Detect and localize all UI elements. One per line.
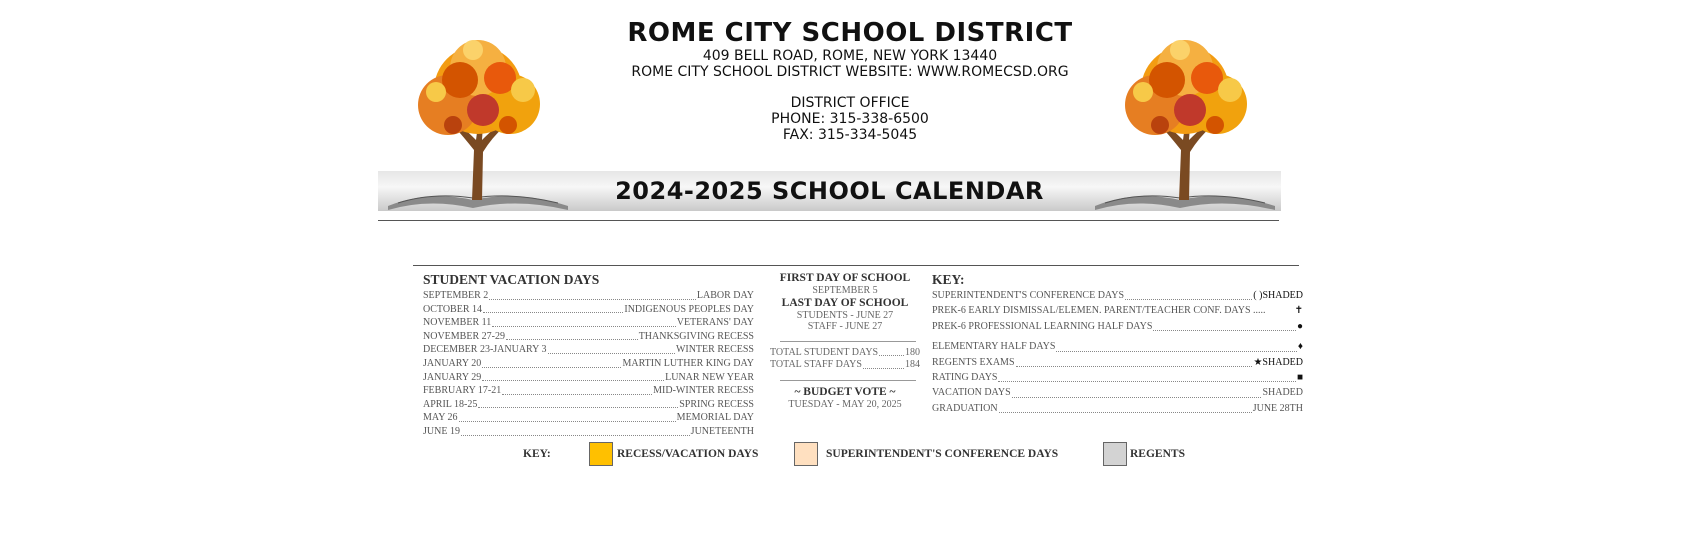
key-value: SHADED bbox=[1262, 387, 1303, 399]
vacation-date: NOVEMBER 27-29 bbox=[423, 330, 505, 342]
list-item bbox=[423, 398, 754, 412]
vacation-name: JUNETEENTH bbox=[690, 425, 754, 437]
color-legend bbox=[0, 442, 1700, 468]
vacation-name: MID-WINTER RECESS bbox=[653, 385, 754, 397]
vacation-date: JANUARY 29 bbox=[423, 371, 482, 383]
list-item bbox=[423, 384, 754, 398]
cross-icon: ✝ bbox=[1294, 305, 1303, 317]
list-item bbox=[423, 357, 754, 371]
key-label: REGENTS EXAMS bbox=[932, 356, 1015, 368]
section-divider bbox=[413, 265, 1299, 266]
key-heading: KEY: bbox=[932, 272, 965, 287]
key-label: SUPERINTENDENT'S CONFERENCE DAYS bbox=[932, 290, 1125, 301]
list-item bbox=[423, 371, 754, 385]
key-section bbox=[932, 272, 1303, 416]
district-phone: PHONE: 315-338-6500 bbox=[771, 111, 929, 127]
legend-regents-label: REGENTS bbox=[1130, 448, 1185, 460]
vacation-date: DECEMBER 23-JANUARY 3 bbox=[423, 344, 547, 356]
legend-conference-label: SUPERINTENDENT'S CONFERENCE DAYS bbox=[826, 448, 1059, 460]
vacation-name: THANKSGIVING RECESS bbox=[638, 330, 754, 342]
list-item bbox=[932, 401, 1303, 416]
vacation-date: MAY 26 bbox=[423, 412, 458, 424]
vacation-date: OCTOBER 14 bbox=[423, 303, 482, 315]
total-staff-label: TOTAL STAFF DAYS bbox=[770, 359, 862, 370]
vacation-name: VETERANS' DAY bbox=[676, 317, 754, 329]
vacation-date: JUNE 19 bbox=[423, 425, 460, 437]
budget-vote-label: ~ BUDGET VOTE ~ bbox=[794, 385, 896, 398]
last-day-staff: STAFF - JUNE 27 bbox=[807, 321, 883, 332]
list-item bbox=[932, 370, 1303, 385]
vacation-name: MEMORIAL DAY bbox=[676, 412, 754, 424]
square-icon: ■ bbox=[1296, 372, 1303, 384]
autumn-tree-right-icon bbox=[1085, 30, 1285, 212]
vacation-name: INDIGENOUS PEOPLES DAY bbox=[624, 303, 754, 315]
vacation-name: MARTIN LUTHER KING DAY bbox=[622, 357, 754, 369]
key-value: ( )SHADED bbox=[1253, 290, 1303, 301]
list-item bbox=[932, 385, 1303, 400]
autumn-tree-left-icon bbox=[378, 30, 578, 212]
total-staff-days bbox=[770, 359, 920, 372]
vacation-heading: STUDENT VACATION DAYS bbox=[423, 272, 600, 287]
last-day-label: LAST DAY OF SCHOOL bbox=[781, 296, 909, 309]
dot-icon: ● bbox=[1296, 320, 1303, 332]
calendar-title: 2024-2025 SCHOOL CALENDAR bbox=[615, 177, 1044, 205]
mid-divider bbox=[780, 380, 916, 381]
budget-vote-date: TUESDAY - MAY 20, 2025 bbox=[788, 398, 902, 410]
list-item bbox=[423, 425, 754, 439]
school-days-section bbox=[770, 272, 920, 410]
banner-divider bbox=[378, 220, 1279, 221]
mid-divider bbox=[780, 341, 916, 342]
district-title: ROME CITY SCHOOL DISTRICT bbox=[627, 18, 1073, 48]
key-value: JUNE 28TH bbox=[1252, 402, 1303, 414]
key-label: ELEMENTARY HALF DAYS bbox=[932, 341, 1056, 353]
list-item bbox=[423, 411, 754, 425]
first-day-date: SEPTEMBER 5 bbox=[812, 285, 878, 296]
district-office-label: DISTRICT OFFICE bbox=[790, 95, 910, 111]
list-item bbox=[423, 330, 754, 344]
vacation-name: LUNAR NEW YEAR bbox=[665, 371, 754, 383]
list-item bbox=[932, 288, 1303, 303]
total-student-value: 180 bbox=[905, 346, 920, 358]
list-item bbox=[932, 355, 1303, 370]
key-label: RATING DAYS bbox=[932, 372, 998, 384]
vacation-name: LABOR DAY bbox=[696, 290, 754, 301]
list-item bbox=[423, 343, 754, 357]
vacation-date: SEPTEMBER 2 bbox=[423, 290, 489, 301]
key-label: GRADUATION bbox=[932, 402, 998, 414]
vacation-date: JANUARY 20 bbox=[423, 357, 482, 369]
vacation-date: NOVEMBER 11 bbox=[423, 317, 492, 329]
list-item bbox=[932, 303, 1303, 318]
conference-swatch bbox=[794, 442, 818, 466]
regents-swatch bbox=[1103, 442, 1127, 466]
vacation-days-section bbox=[423, 272, 754, 439]
list-item bbox=[423, 316, 754, 330]
list-item bbox=[932, 319, 1303, 334]
list-item bbox=[423, 289, 754, 303]
district-fax: FAX: 315-334-5045 bbox=[782, 127, 918, 143]
vacation-name: WINTER RECESS bbox=[675, 344, 754, 356]
list-item bbox=[932, 339, 1303, 354]
diamond-icon: ♦ bbox=[1297, 341, 1303, 353]
last-day-students: STUDENTS - JUNE 27 bbox=[796, 309, 894, 321]
list-item bbox=[423, 303, 754, 317]
key-label: PREK-6 PROFESSIONAL LEARNING HALF DAYS bbox=[932, 320, 1153, 332]
legend-recess-label: RECESS/VACATION DAYS bbox=[617, 448, 759, 460]
star-icon: ★SHADED bbox=[1253, 356, 1303, 368]
vacation-date: APRIL 18-25 bbox=[423, 398, 478, 410]
total-student-days bbox=[770, 347, 920, 360]
total-student-label: TOTAL STUDENT DAYS bbox=[770, 346, 879, 358]
recess-swatch bbox=[589, 442, 613, 466]
first-day-label: FIRST DAY OF SCHOOL bbox=[779, 272, 911, 284]
vacation-name: SPRING RECESS bbox=[679, 398, 754, 410]
key-label: PREK-6 EARLY DISMISSAL/ELEMEN. PARENT/TEACHER CONF. DAYS ..... bbox=[932, 305, 1266, 317]
legend-key-label: KEY: bbox=[523, 448, 551, 460]
district-address: 409 BELL ROAD, ROME, NEW YORK 13440 bbox=[702, 48, 998, 64]
vacation-date: FEBRUARY 17-21 bbox=[423, 385, 502, 397]
key-label: VACATION DAYS bbox=[932, 387, 1011, 399]
total-staff-value: 184 bbox=[905, 359, 920, 370]
district-website: ROME CITY SCHOOL DISTRICT WEBSITE: WWW.ROMECSD.ORG bbox=[631, 64, 1069, 80]
